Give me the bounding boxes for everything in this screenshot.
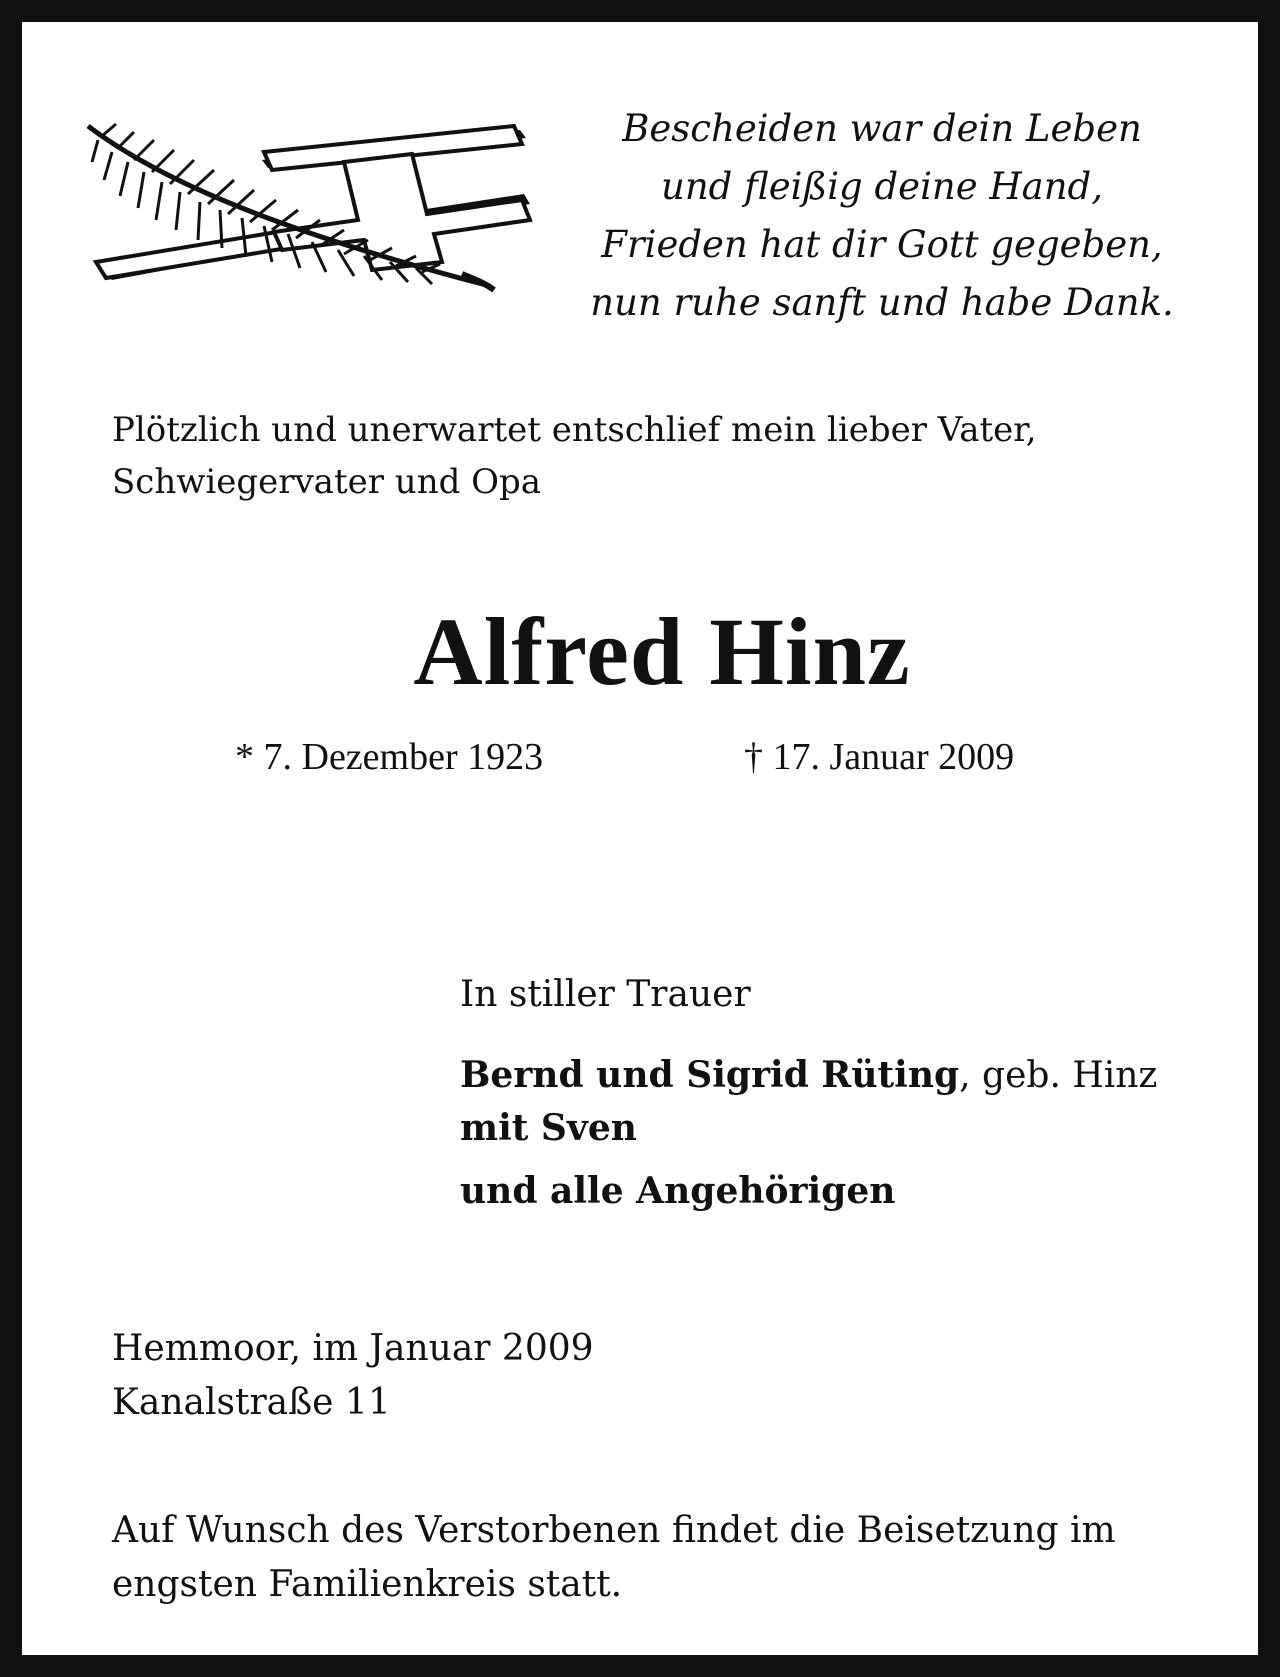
cross-with-palm-frond-icon — [82, 122, 582, 322]
deceased-name: Alfred Hinz — [413, 598, 911, 705]
grandchild-name: mit Sven — [460, 1107, 637, 1149]
place-date: Hemmoor, im Januar 2009 — [112, 1328, 594, 1369]
family-name-bold: Bernd und Sigrid Rüting — [460, 1054, 960, 1096]
verse-line: Frieden hat dir Gott gegeben, — [601, 223, 1163, 266]
burial-note — [112, 1504, 1222, 1612]
family-names — [460, 1049, 1220, 1155]
intro-line: Schwiegervater und Opa — [112, 462, 542, 502]
verse-line: und fleißig deine Hand, — [660, 165, 1103, 208]
verse-line: nun ruhe sanft und habe Dank. — [590, 281, 1174, 324]
mourning-phrase: In stiller Trauer — [460, 974, 751, 1015]
birth-date: * 7. Dezember 1923 — [235, 736, 544, 778]
death-date: † 17. Januar 2009 — [744, 736, 1015, 778]
note-line: Auf Wunsch des Verstorbenen findet die Beisetzung im — [112, 1510, 1116, 1551]
all-relatives — [460, 1165, 1220, 1218]
announcement-intro — [112, 404, 1222, 508]
mourners-block — [460, 969, 1220, 1218]
verse-line: Bescheiden war dein Leben — [622, 107, 1142, 150]
family-name-suffix: , geb. Hinz — [959, 1055, 1158, 1096]
note-line: engsten Familienkreis statt. — [112, 1564, 623, 1605]
street-address: Kanalstraße 11 — [112, 1382, 391, 1423]
all-relatives-text: und alle Angehörigen — [460, 1170, 896, 1212]
verse — [522, 100, 1242, 332]
place-and-address — [112, 1322, 594, 1430]
intro-line: Plötzlich und unerwartet entschlief mein lieber Vater, — [112, 410, 1037, 450]
